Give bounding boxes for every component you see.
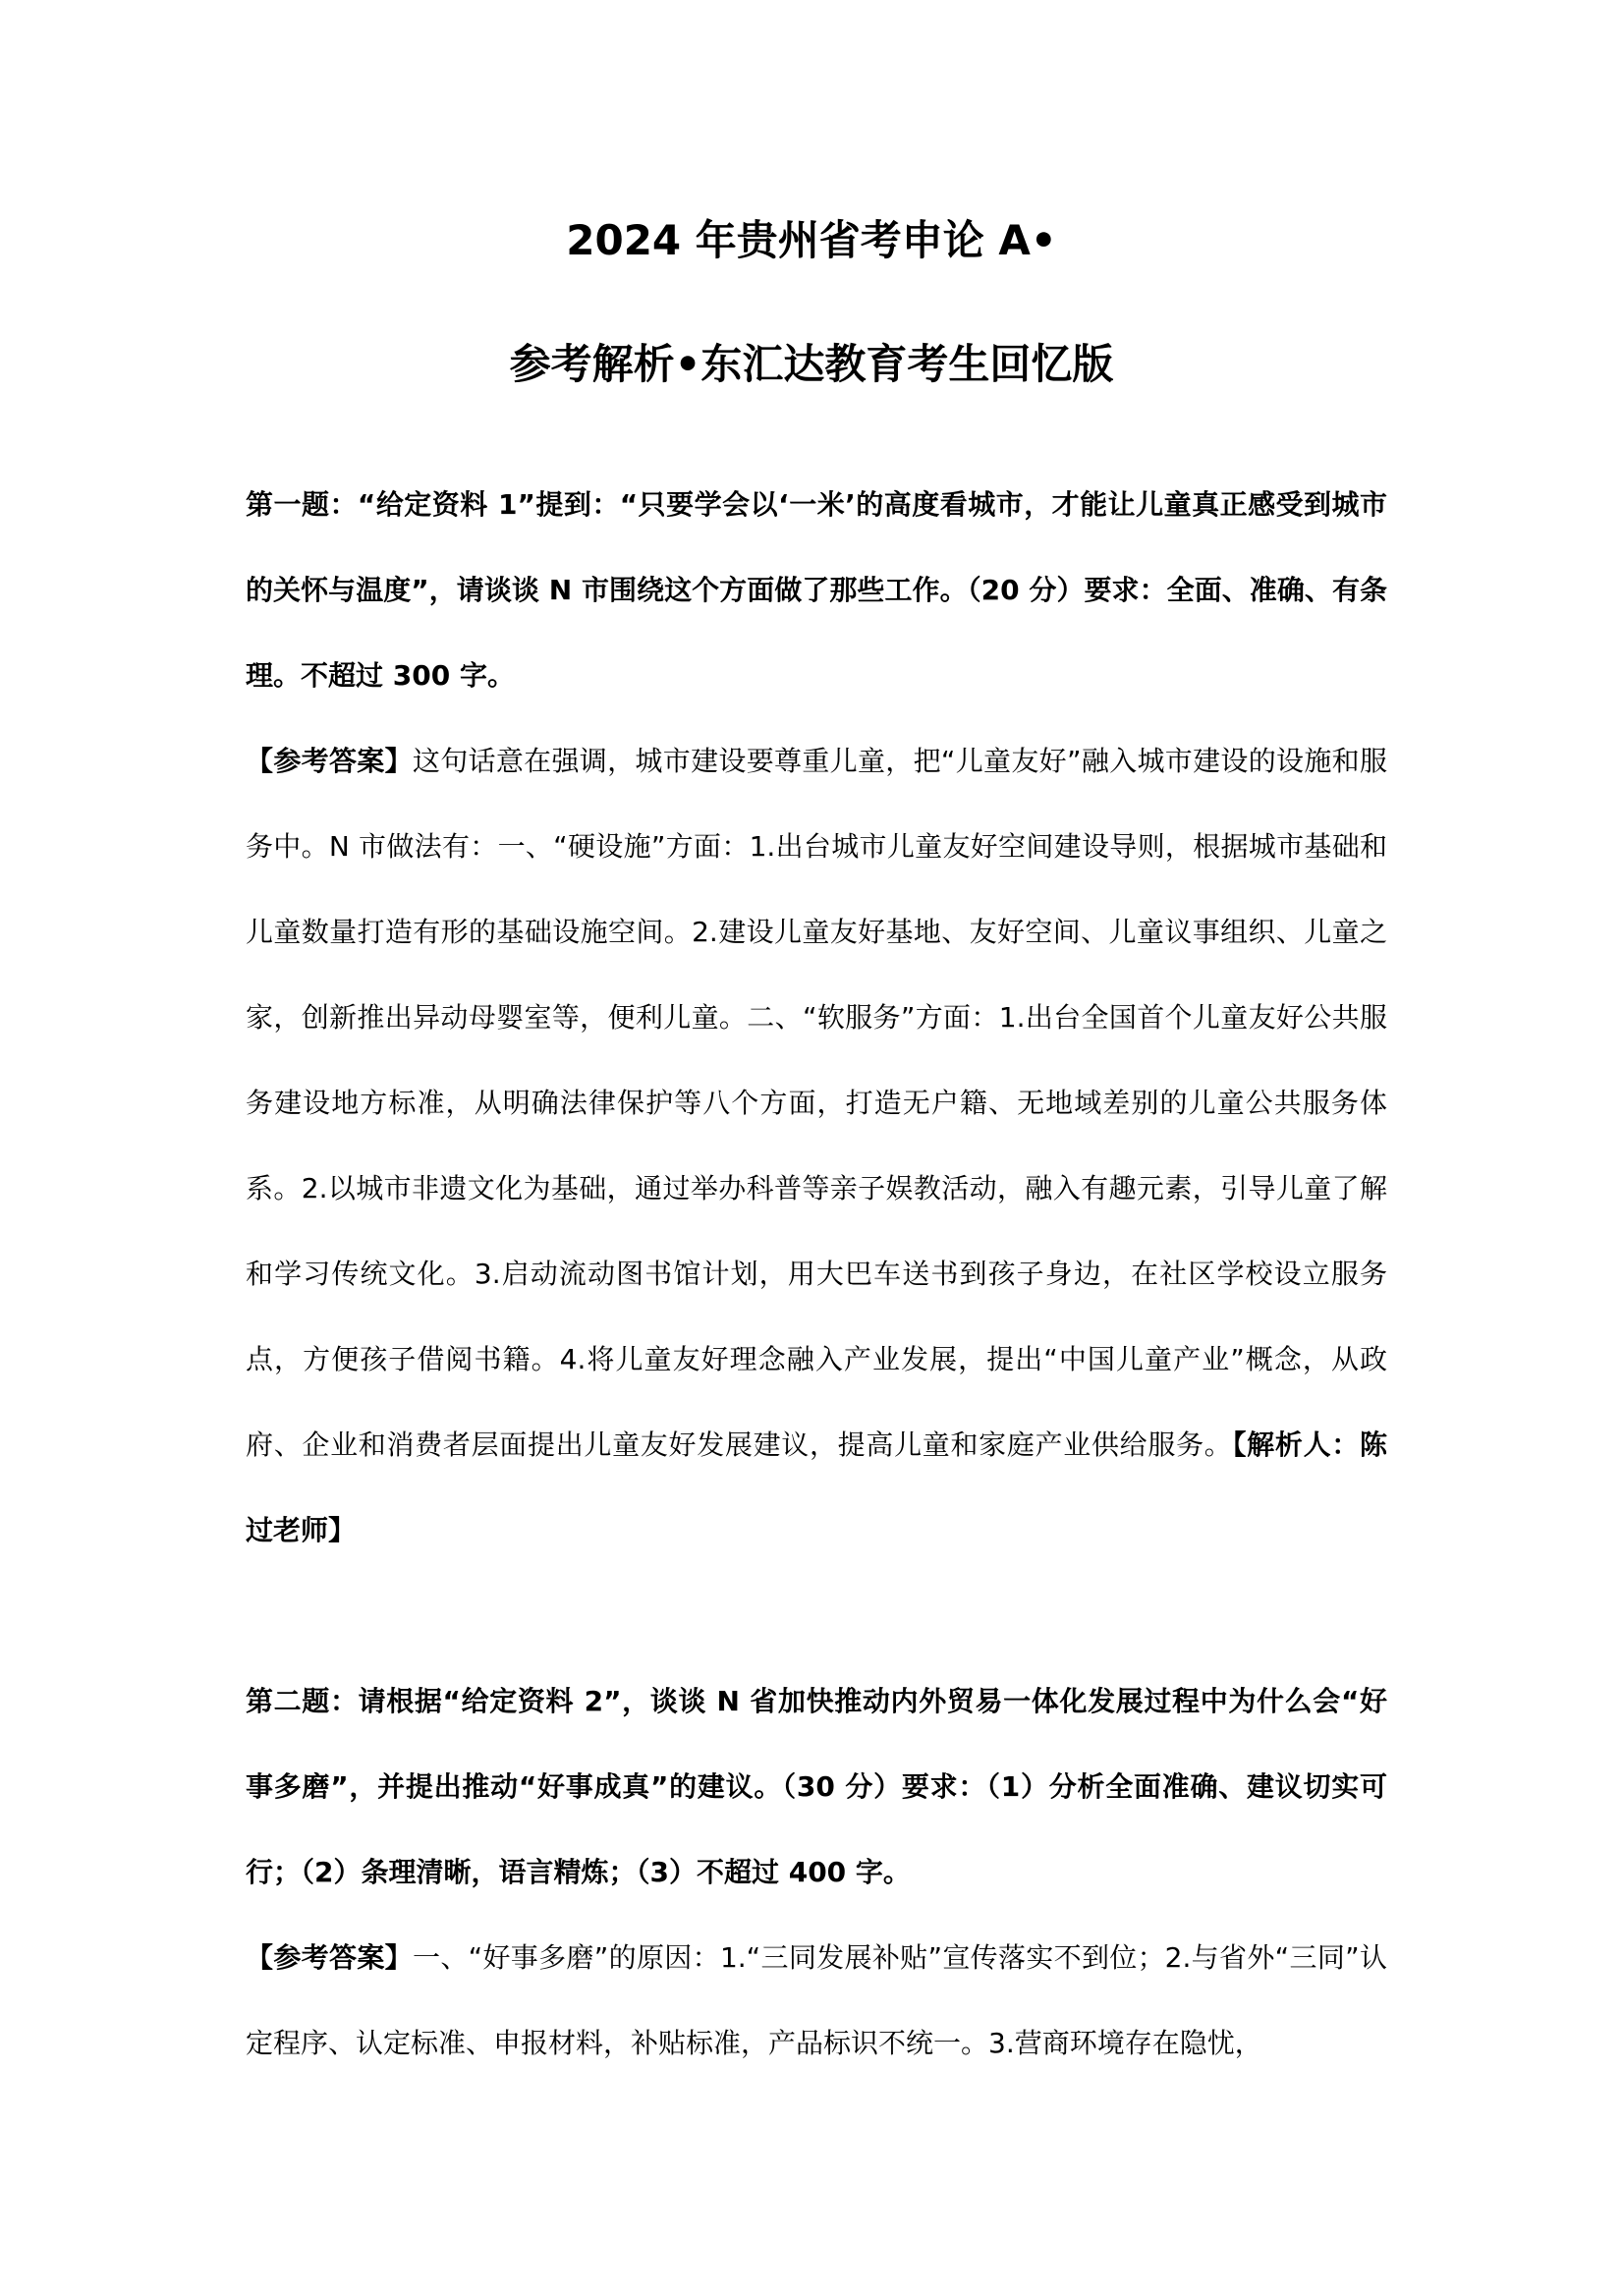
document-title-line-1: 2024 年贵州省考申论 A• [566, 216, 1057, 264]
answer-2 [246, 1915, 1387, 2086]
document-body [246, 462, 1387, 2086]
answer-1-tag: 【参考答案】 [246, 745, 413, 777]
answer-1 [246, 718, 1387, 1573]
question-1-text: 第一题：“给定资料 1”提到：“只要学会以‘一米’的高度看城市，才能让儿童真正感受到城市的关怀与温度”，请谈谈 N 市围绕这个方面做了那些工作。（20 分）要求：全面、准确、有条理。不超过 300 字。 [246, 488, 1387, 692]
answer-1-text: 这句话意在强调，城市建设要尊重儿童，把“儿童友好”融入城市建设的设施和服务中。N 市做法有：一、“硬设施”方面：1.出台城市儿童友好空间建设导则，根据城市基础和儿童数量打造有形的基础设施空间。2.建设儿童友好基地、友好空间、儿童议事组织、儿童之家，创新推出异动母婴室等，便利儿童。二、“软服务”方面：1.出台全国首个儿童友好公共服务建设地方标准，从明确法律保护等八个方面，打造无户籍、无地域差别的儿童公共服务体系。2.以城市非遗文化为基础，通过举办科普等亲子娱教活动，融入有趣元素，引导儿童了解和学习传统文化。3.启动流动图书馆计划，用大巴车送书到孩子身边，在社区学校设立服务点，方便孩子借阅书籍。4.将儿童友好理念融入产业发展，提出“中国儿童产业”概念，从政府、企业和消费者层面提出儿童友好发展建议，提高儿童和家庭产业供给服务。 [246, 745, 1387, 1461]
answer-2-tag: 【参考答案】 [246, 1941, 413, 1974]
document-title-line-2: 参考解析•东汇达教育考生回忆版 [509, 340, 1114, 388]
answer-2-text: 一、“好事多磨”的原因：1.“三同发展补贴”宣传落实不到位；2.与省外“三同”认定程序、认定标准、申报材料，补贴标准，产品标识不统一。3.营商环境存在隐忧， [246, 1941, 1387, 2059]
question-2-text: 第二题：请根据“给定资料 2”，谈谈 N 省加快推动内外贸易一体化发展过程中为什么会“好事多磨”，并提出推动“好事成真”的建议。（30 分）要求：（1）分析全面准确、建议切实可行；（2）条理清晰，语言精炼；（3）不超过 400 字。 [246, 1685, 1387, 1888]
section-divider-space [246, 1573, 1387, 1658]
answer-1-analyst: 【解析人：陈过老师】 [246, 1428, 1387, 1546]
